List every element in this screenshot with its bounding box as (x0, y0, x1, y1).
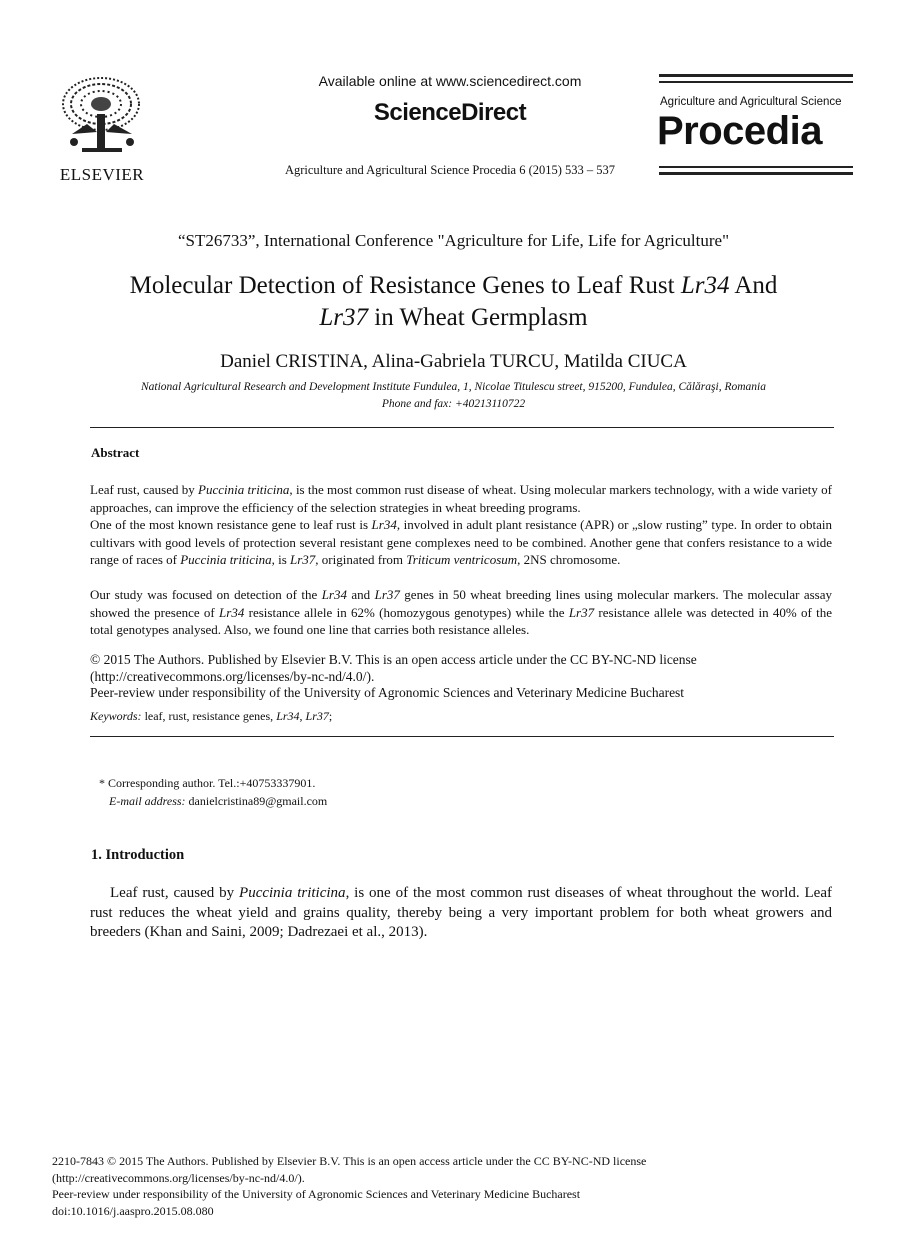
corresponding-email-line (99, 792, 327, 810)
species-name: Puccinia triticina (239, 885, 346, 901)
keyword-gene: Lr37 (305, 709, 329, 723)
abstract-paragraph-2 (90, 516, 832, 569)
abstract-text: Leaf rust, caused by (90, 482, 199, 497)
abstract-text: genes in 50 wheat breeding lines using molecular markers. The molecular assay showed the presence of (90, 587, 832, 620)
intro-paragraph (90, 884, 832, 943)
paper-title (60, 270, 847, 334)
title-part-3: in Wheat Germplasm (368, 304, 588, 331)
title-gene-1: Lr34 (680, 272, 730, 299)
phone-fax: Phone and fax: +40213110722 (381, 398, 526, 410)
title-gene-2: Lr37 (319, 304, 368, 331)
species-name: Puccinia triticina (180, 552, 272, 567)
procedia-journal-name: Agriculture and Agricultural Science (660, 96, 842, 108)
abstract-heading: Abstract (91, 445, 140, 460)
abstract-text: , 2NS chromosome. (517, 552, 621, 567)
license-block (90, 652, 832, 702)
keywords-label: Keywords: (90, 709, 142, 723)
license-line: © 2015 The Authors. Published by Elsevier B.V. This is an open access article under the CC BY-NC-ND license (90, 652, 697, 667)
journal-citation: Agriculture and Agricultural Science Procedia 6 (2015) 533 – 537 (284, 163, 616, 177)
paren: ). (297, 1170, 305, 1185)
abstract-text: resistance allele was detected in 40% of the total genotypes analysed. Also, we found one line that carries both resistance alleles. (90, 604, 832, 637)
available-online: Available online at www.sciencedirect.com (318, 73, 582, 89)
abstract-top-rule (90, 427, 834, 428)
abstract-paragraph-3 (90, 586, 832, 639)
elsevier-logo (52, 74, 152, 184)
sciencedirect-brand: ScienceDirect (373, 99, 527, 126)
footer-url-line (52, 1170, 852, 1187)
elsevier-tree-icon (52, 74, 152, 160)
procedia-wordmark: Procedia (657, 109, 822, 153)
gene-name: Lr37 (290, 552, 316, 567)
keywords-text: , (299, 709, 306, 723)
affiliation: National Agricultural Research and Development Institute Fundulea, 1, Nicolae Titulescu street, 915200, Fundulea, Călăraşi, Romania (141, 381, 766, 393)
gene-name: Lr34 (371, 517, 397, 532)
intro-heading: 1. Introduction (91, 847, 185, 863)
conference-name: “ST26733”, International Conference "Agriculture for Life, Life for Agriculture" (177, 231, 730, 250)
corresponding-author (99, 774, 327, 810)
license-url-link[interactable]: http://creativecommons.org/licenses/by-nc-nd/4.0/ (94, 668, 367, 684)
footer-doi[interactable]: doi:10.1016/j.aaspro.2015.08.080 (52, 1203, 214, 1218)
intro-text: Leaf rust, caused by (110, 885, 240, 901)
keyword-gene: Lr34 (276, 709, 300, 723)
species-name: Puccinia triticina (198, 482, 290, 497)
abstract-text: , is the most common rust disease of wheat. Using molecular markers technology, with a wide variety of approaches, can improve the efficiency of the selection strategies in wheat breeding programs. (90, 482, 833, 515)
procedia-rule-top-2 (659, 81, 853, 83)
footer-license-url-link[interactable]: http://creativecommons.org/licenses/by-nc-nd/4.0/ (56, 1170, 298, 1185)
paren: ( (90, 668, 95, 684)
gene-name: Lr34 (321, 587, 347, 602)
abstract-text: , involved in adult plant resistance (APR) or „slow rusting” type. In order to obtain cultivars with good levels of protection several resistant gene complexes need to be combined. Another gene that confers resistance to a wide range of races of (90, 517, 832, 567)
gene-name: Lr37 (568, 604, 595, 620)
keywords-line (90, 709, 332, 724)
title-part-2: And (729, 272, 778, 299)
abstract-text: One of the most known resistance gene to leaf rust is (90, 517, 372, 532)
footer-peer-review: Peer-review under responsibility of the University of Agronomic Sciences and Veterinary Medicine Bucharest (52, 1187, 581, 1201)
intro-text: , is one of the most common rust diseases of wheat throughout the world. Leaf rust reduces the wheat yield and grains quality, thereby being a very important problem for both wheat growers and breeders (Khan and Saini, 2009; Dadrezaei et al., 2013). (90, 885, 832, 940)
email-label: E-mail address: (109, 794, 186, 808)
authors: Daniel CRISTINA, Alina-Gabriela TURCU, Matilda CIUCA (220, 351, 687, 372)
corresponding-phone-line (99, 774, 327, 792)
keywords-text: ; (328, 709, 333, 723)
page-footer (52, 1153, 852, 1219)
paren: ). (366, 668, 375, 684)
corresponding-phone: Corresponding author. Tel.:+40753337901. (108, 776, 316, 790)
procedia-rule-bottom-2 (659, 172, 853, 175)
procedia-rule-bottom-1 (659, 166, 853, 168)
license-url-line (90, 669, 832, 686)
species-name: Triticum ventricosum (406, 552, 518, 567)
procedia-rule-top-1 (659, 74, 853, 77)
keywords-text: leaf, rust, resistance genes, (141, 709, 277, 723)
footnote-star: * (99, 776, 105, 790)
abstract-bottom-rule (90, 736, 834, 737)
abstract-text: , originated from (315, 552, 407, 567)
paren: ( (52, 1170, 56, 1185)
abstract-paragraph-1 (90, 481, 832, 516)
email-address[interactable]: danielcristina89@gmail.com (185, 794, 328, 808)
title-part-1: Molecular Detection of Resistance Genes to Leaf Rust (129, 272, 681, 299)
abstract-text: resistance allele in 62% (homozygous genotypes) while the (244, 604, 569, 620)
gene-name: Lr37 (374, 587, 400, 602)
peer-review-line: Peer-review under responsibility of the University of Agronomic Sciences and Veterinary Medicine Bucharest (90, 685, 685, 700)
abstract-text: , is (271, 552, 290, 567)
elsevier-wordmark: ELSEVIER (59, 165, 145, 184)
gene-name: Lr34 (219, 604, 245, 620)
abstract-text: Our study was focused on detection of the (90, 587, 322, 602)
footer-license-line: 2210-7843 © 2015 The Authors. Published by Elsevier B.V. This is an open access article under the CC BY-NC-ND license (52, 1154, 647, 1168)
abstract-text: and (346, 587, 375, 602)
